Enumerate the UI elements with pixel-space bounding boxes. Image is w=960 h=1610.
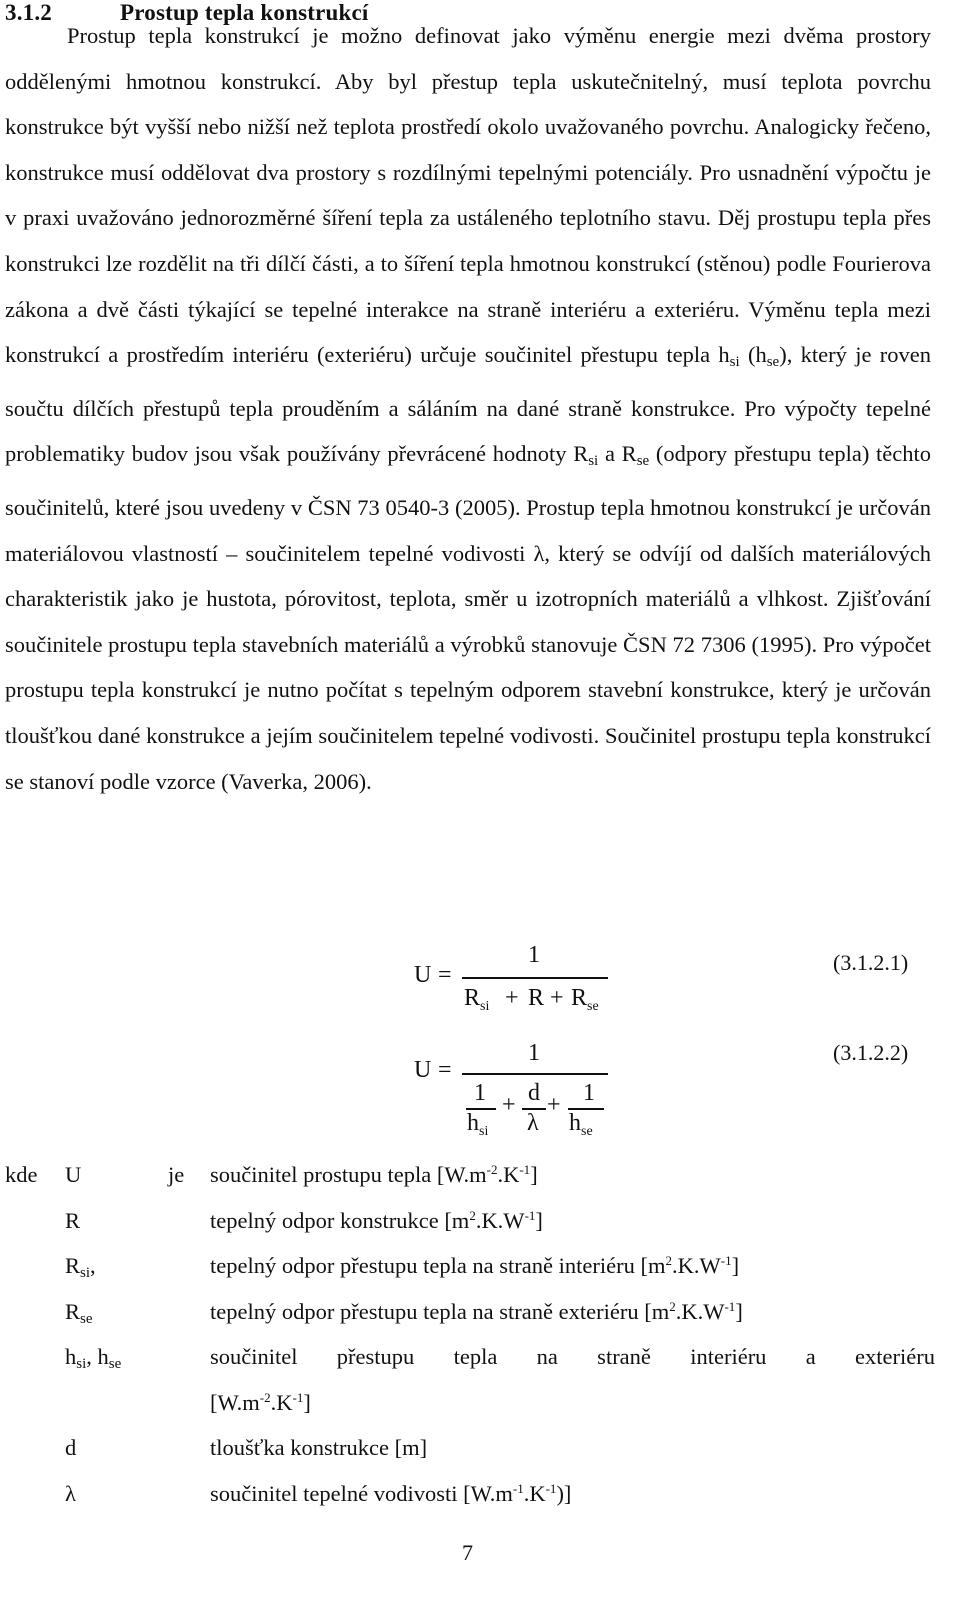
- rse-subscript: se: [636, 453, 650, 470]
- eq1-den-r: R: [528, 985, 545, 1011]
- eq1-fraction-line: [462, 977, 608, 979]
- section-number: 3.1.2: [5, 0, 52, 25]
- para-text-5: (odpory přestupu tepla) těchto součinitelů, které jsou uvedeny v ČSN 73 0540-3 (2005). Prostup tepla hmotnou konstrukcí je určován materiálovou vlastností – součinitelem tepelné vodivosti λ, který se odvíjí od dalších materiálových charakteristik jako je hustota, pórovitost, teplota, směr u izotropních materiálů a vlhkost. Zjišťování součinitele prostupu tepla stavebních materiálů a výrobků stanovuje ČSN 72 7306 (1995). Pro výpočet prostupu tepla konstrukcí je nutno počítat s tepelným odporem stavební konstrukce, který je určován tloušťkou dané konstrukce a jejím součinitelem tepelné vodivosti. Součinitel prostupu tepla konstrukcí se stanoví podle vzorce (Vaverka, 2006).: [5, 441, 932, 794]
- legend-symbol: $h_{si}$, $h_{se}$: [65, 1344, 122, 1372]
- eq1-numerator: 1: [528, 942, 540, 968]
- legend-description: tepelný odpor přestupu tepla na straně interiéru $[m^2.K.W^{-1}]$: [210, 1253, 740, 1278]
- para-text-2: (h: [739, 342, 767, 368]
- eq2-main-fraction-line: [462, 1073, 608, 1075]
- eq1-label: (3.1.2.1): [833, 950, 909, 975]
- legend-symbol: $R_{se}$: [65, 1299, 93, 1327]
- hse-subscript: se: [766, 354, 780, 371]
- eq1-plus-2: +: [550, 985, 564, 1011]
- eq1-den-r1: $R_{si}$: [464, 985, 490, 1014]
- legend-symbol: d: [65, 1435, 77, 1460]
- eq1-den-r2: $R_{se}$: [571, 985, 599, 1014]
- legend-symbol: λ: [65, 1481, 76, 1506]
- eq1-equals: =: [438, 962, 452, 988]
- rsi-subscript: si: [588, 453, 599, 470]
- eq2-plus-2: +: [547, 1092, 561, 1118]
- eq2-f2-den: λ: [527, 1110, 539, 1136]
- eq2-f1-den: $h_{si}$: [467, 1110, 489, 1139]
- eq1-lhs: U: [414, 962, 432, 988]
- legend-row-rse: [5, 1289, 935, 1335]
- legend-row-u: [5, 1152, 935, 1198]
- legend-kde: kde: [5, 1162, 38, 1187]
- eq2-numerator: 1: [528, 1040, 540, 1066]
- legend-description: součinitel prostupu tepla $[W.m^{-2}.K^{-1}]$: [210, 1162, 538, 1187]
- legend-description: tloušťka konstrukce [m]: [210, 1435, 428, 1460]
- legend-description: tepelný odpor konstrukce $[m^2.K.W^{-1}]$: [210, 1208, 543, 1233]
- legend-description: tepelný odpor přestupu tepla na straně exteriéru $[m^2.K.W^{-1}]$: [210, 1299, 743, 1324]
- eq2-plus-1: +: [502, 1092, 516, 1118]
- legend-symbol: R: [65, 1208, 81, 1233]
- para-text-3: ), který je roven součtu dílčích přestupů tepla prouděním a sáláním na dané straně konstrukce. Pro výpočty tepelné problematiky budov jsou však používány převrácené hodnoty R: [5, 342, 931, 467]
- legend-row-h-units: [5, 1380, 935, 1426]
- body-paragraph: [5, 13, 931, 804]
- legend-je: je: [168, 1162, 185, 1187]
- page-number: 7: [462, 1540, 473, 1565]
- legend-row-lambda: [5, 1471, 935, 1517]
- legend-description-continuation: $[W.m^{-2}.K^{-1}]$: [210, 1390, 311, 1415]
- legend-symbol: U: [65, 1162, 82, 1187]
- legend-symbol: $R_{si}$,: [65, 1253, 96, 1281]
- legend-description: součinitel přestupu tepla na straně interiéru a exteriéru: [210, 1344, 935, 1369]
- legend-row-d: [5, 1425, 935, 1471]
- para-text-1: Prostup tepla konstrukcí je možno definovat jako výměnu energie mezi dvěma prostory oddělenými hmotnou konstrukcí. Aby byl přestup tepla uskutečnitelný, musí teplota povrchu konstrukce být vyšší nebo nižší než teplota prostředí okolo uvažovaného povrchu. Analogicky řečeno, konstrukce musí oddělovat dva prostory s rozdílnými tepelnými potenciály. Pro usnadnění výpočtu je v praxi uvažováno jednorozměrné šíření tepla za ustáleného teplotního stavu. Děj prostupu tepla přes konstrukci lze rozdělit na tři dílčí části, a to šíření tepla hmotnou konstrukcí (stěnou) podle Fourierova zákona a dvě části týkající se tepelné interakce na straně interiéru a exteriéru. Výměnu tepla mezi konstrukcí a prostředím interiéru (exteriéru) určuje součinitel přestupu tepla h: [5, 23, 931, 368]
- legend-row-h: [5, 1334, 935, 1380]
- para-text-4: a R: [598, 441, 637, 467]
- eq2-lhs: U: [414, 1057, 432, 1083]
- eq2-label: (3.1.2.2): [833, 1040, 909, 1065]
- legend-row-r: [5, 1198, 935, 1244]
- eq2-f1-num: 1: [474, 1080, 486, 1106]
- eq2-equals: =: [438, 1057, 452, 1083]
- hsi-subscript: si: [729, 354, 740, 371]
- section-title: Prostup tepla konstrukcí: [120, 0, 369, 25]
- legend-row-rsi: [5, 1243, 935, 1289]
- legend-description: součinitel tepelné vodivosti $[W.m^{-1}.K^{-1})$]: [210, 1481, 572, 1506]
- eq2-f2-num: d: [528, 1080, 540, 1106]
- eq2-f3-num: 1: [583, 1080, 595, 1106]
- eq1-plus-1: +: [505, 985, 519, 1011]
- eq2-f3-den: $h_{se}$: [569, 1110, 593, 1139]
